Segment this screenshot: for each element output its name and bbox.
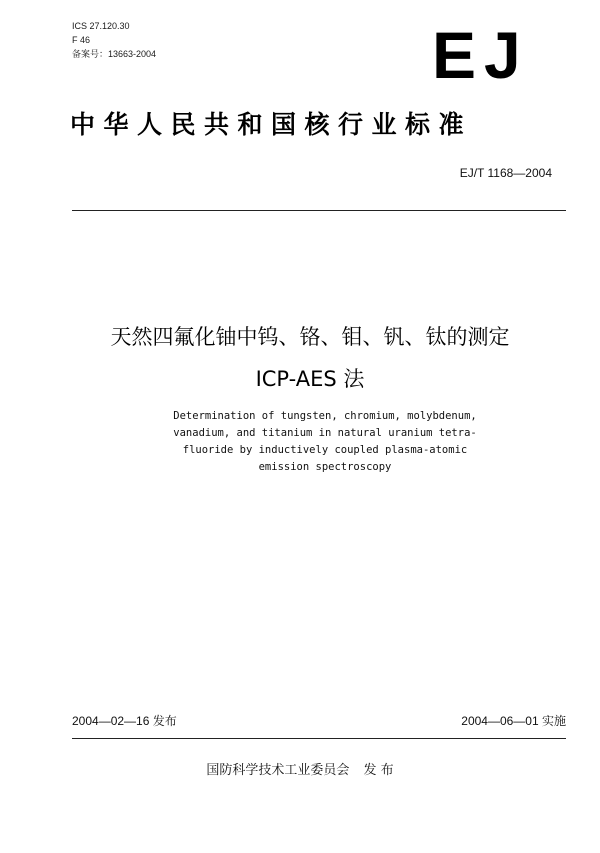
bottom-divider [72,738,566,739]
english-title-line: Determination of tungsten, chromium, molybdenum, [173,410,477,422]
english-title [90,408,560,476]
english-title-line: vanadium, and titanium in natural uranium tetra- [173,427,477,439]
standard-number: EJ/T 1168—2004 [459,166,552,180]
ej-logo: EJ [432,18,529,92]
issue-date: 2004—02—16 发布 [72,714,177,728]
ics-code: ICS 27.120.30 [72,21,130,31]
record-number: 备案号：13663-2004 [72,49,157,59]
standard-category-title: 中华人民共和国核行业标准 [70,110,473,139]
implementation-date: 2004—06—01 实施 [461,714,566,728]
publisher-action: 发 布 [363,763,394,778]
publisher-line [0,762,600,780]
english-title-line: fluoride by inductively coupled plasma-atomic [182,444,468,456]
ccs-code: F 46 [72,35,91,45]
publisher-org: 国防科学技术工业委员会 [206,763,350,778]
chinese-title-line-2: ICP-AES 法 [255,367,365,391]
chinese-title-line-1: 天然四氟化铀中钨、铬、钼、钒、钛的测定 [110,325,510,349]
top-divider [72,210,566,211]
english-title-line: emission spectroscopy [258,461,392,473]
